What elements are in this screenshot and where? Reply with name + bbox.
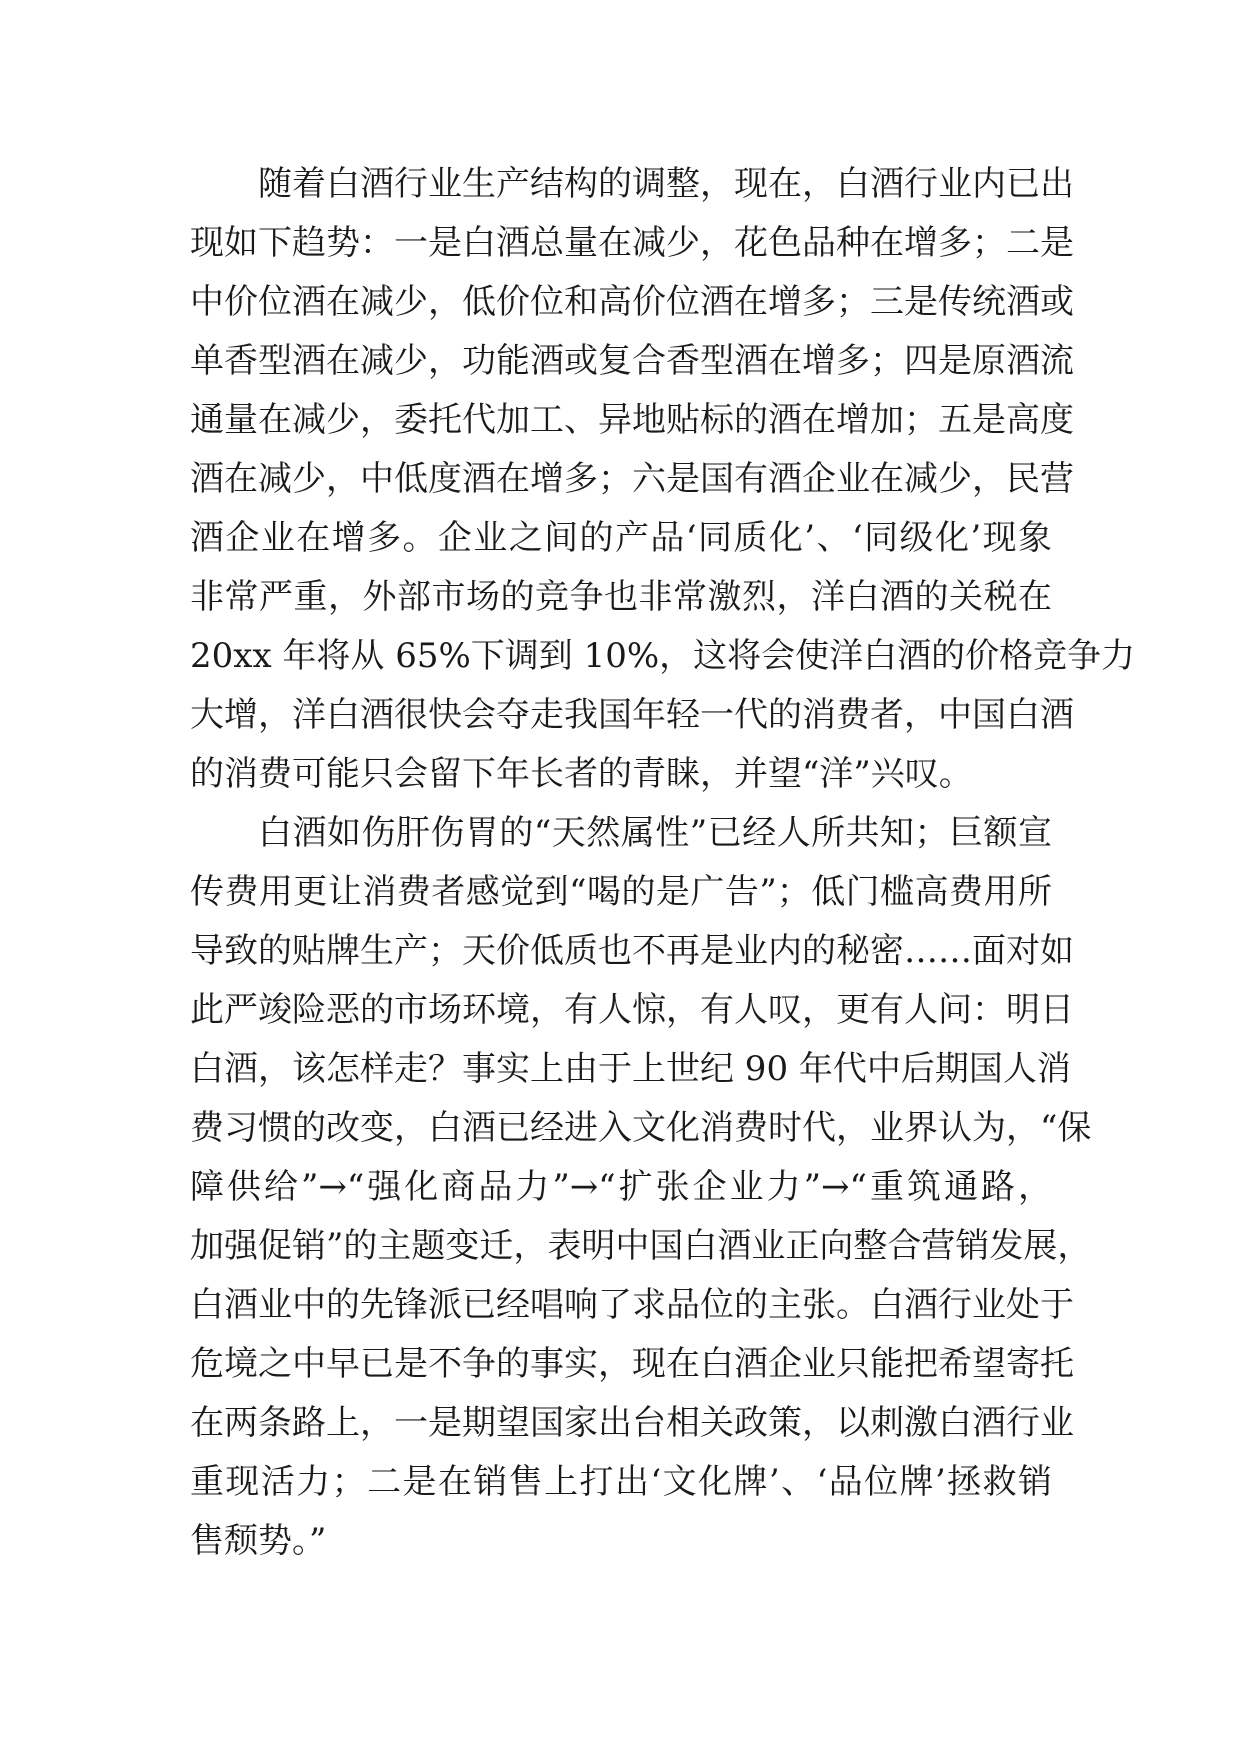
paragraph-line: 中价位酒在减少，低价位和高价位酒在增多；三是传统酒或 [190,282,1074,322]
paragraph-line: 非常严重，外部市场的竞争也非常激烈，洋白酒的关税在 [190,577,1052,617]
paragraph-line: 单香型酒在减少，功能酒或复合香型酒在增多；四是原酒流 [190,341,1074,381]
paragraph-line: 传费用更让消费者感觉到“喝的是广告”；低门槛高费用所 [190,872,1052,912]
paragraph-line: 随着白酒行业生产结构的调整，现在，白酒行业内已出 [258,164,1074,204]
paragraph-line: 售颓势。” [190,1521,327,1561]
paragraph-line: 此严竣险恶的市场环境，有人惊，有人叹，更有人问：明日 [190,990,1074,1030]
paragraph-line: 重现活力；二是在销售上打出‘文化牌’、‘品位牌’拯救销 [190,1462,1052,1502]
paragraph-line: 白酒，该怎样走？事实上由于上世纪 90 年代中后期国人消 [190,1049,1071,1089]
paragraph-line: 的消费可能只会留下年长者的青睐，并望“洋”兴叹。 [190,754,973,794]
paragraph-2 [190,804,1092,1571]
paragraph-line: 20xx 年将从 65%下调到 10%，这将会使洋白酒的价格竞争力 [190,636,1136,676]
paragraph-line: 酒在减少，中低度酒在增多；六是国有酒企业在减少，民营 [190,459,1074,499]
paragraph-1 [190,155,1136,804]
paragraph-line: 酒企业在增多。企业之间的产品‘同质化’、‘同级化’现象 [190,518,1052,558]
paragraph-line: 白酒如伤肝伤胃的“天然属性”已经人所共知；巨额宣 [258,813,1052,853]
paragraph-line: 白酒业中的先锋派已经唱响了求品位的主张。白酒行业处于 [190,1285,1074,1325]
paragraph-line: 费习惯的改变，白酒已经进入文化消费时代，业界认为，“保 [190,1108,1092,1148]
paragraph-line: 危境之中早已是不争的事实，现在白酒企业只能把希望寄托 [190,1344,1074,1384]
paragraph-line: 导致的贴牌生产；天价低质也不再是业内的秘密……面对如 [190,931,1074,971]
document-body [190,155,1136,1571]
paragraph-line: 通量在减少，委托代加工、异地贴标的酒在增加；五是高度 [190,400,1074,440]
paragraph-line: 在两条路上，一是期望国家出台相关政策，以刺激白酒行业 [190,1403,1074,1443]
paragraph-line: 现如下趋势：一是白酒总量在减少，花色品种在增多；二是 [190,223,1074,263]
paragraph-line: 加强促销”的主题变迁，表明中国白酒业正向整合营销发展， [190,1226,1092,1266]
paragraph-line: 大增，洋白酒很快会夺走我国年轻一代的消费者，中国白酒 [190,695,1074,735]
paragraph-line: 障供给”→“强化商品力”→“扩张企业力”→“重筑通路， [190,1167,1052,1207]
